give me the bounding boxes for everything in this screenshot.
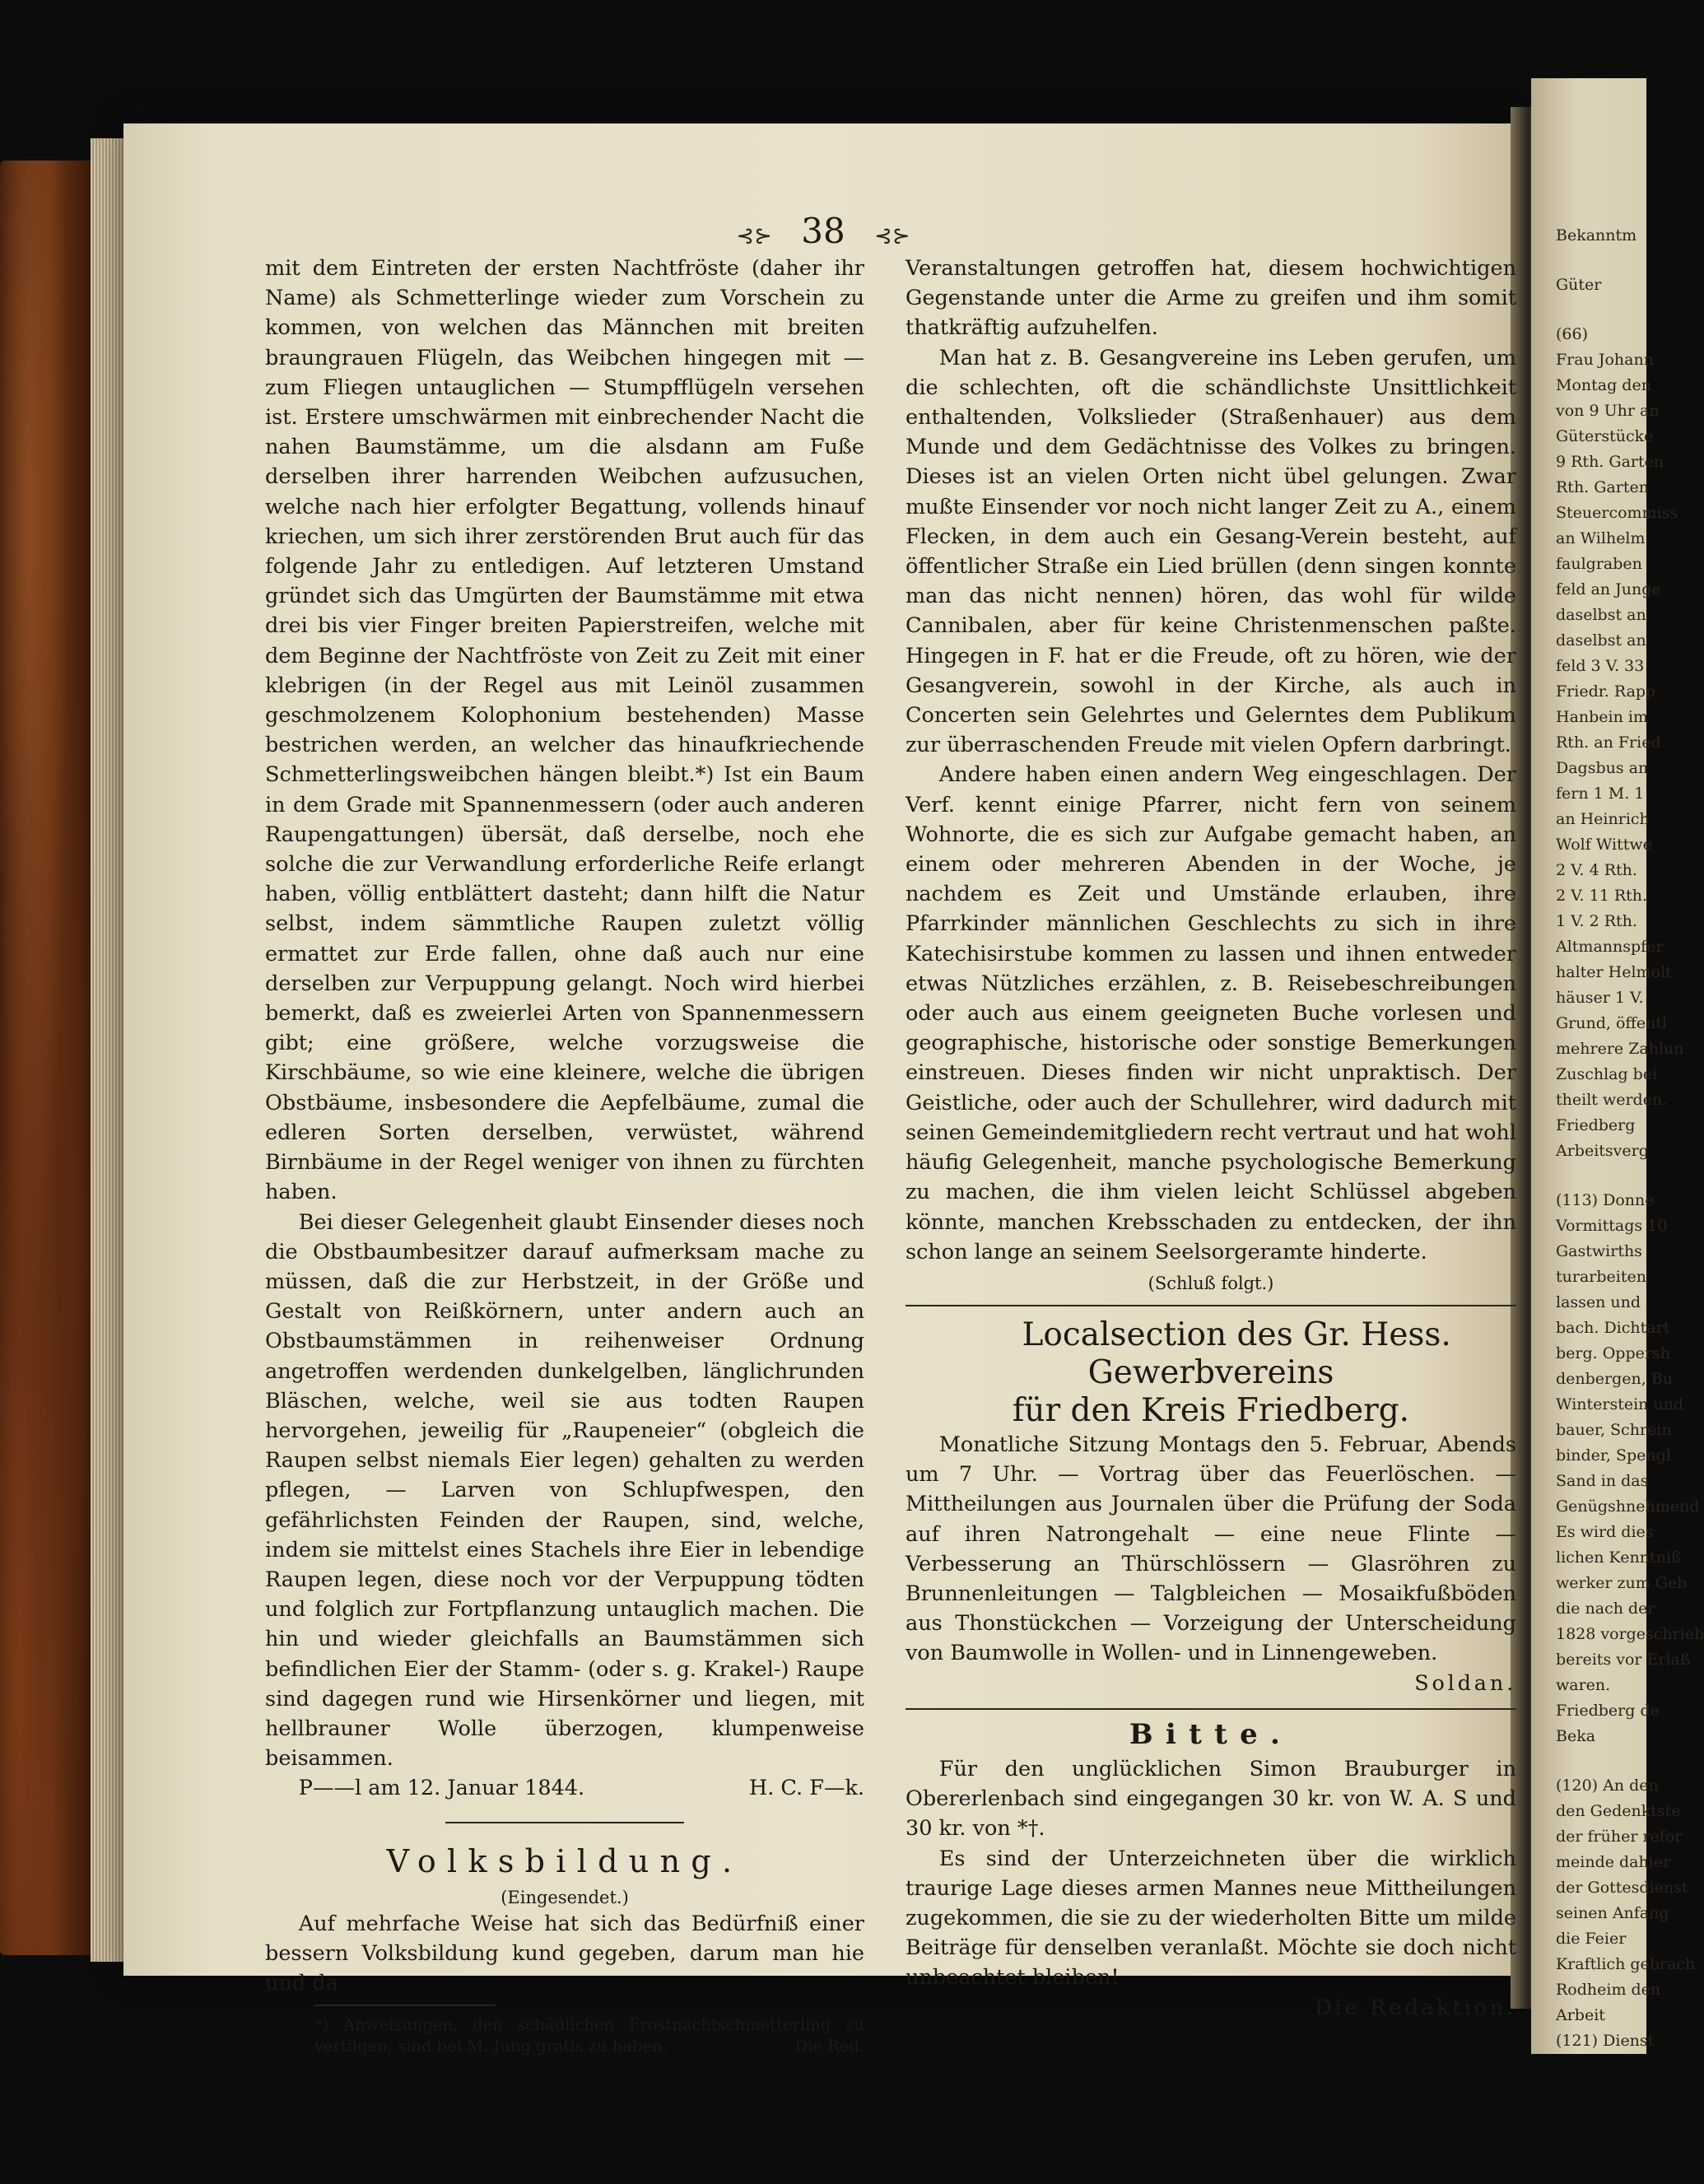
redaktion-signature: Die Redaktion. [1315,1995,1516,2020]
next-page-line: (120) An den [1556,1777,1659,1795]
next-page-line: Friedberg de [1556,1702,1660,1720]
next-page-line: daselbst an [1556,606,1646,624]
next-page-line: von 9 Uhr an [1556,402,1660,420]
next-page-line: Friedberg [1556,1116,1636,1134]
next-page-line: Zuschlag bei [1556,1065,1658,1083]
next-page-line: den Gedenktste [1556,1802,1681,1820]
next-page-line: binder, Spengl [1556,1446,1671,1465]
next-page-line: Rth. an Fried [1556,733,1661,752]
next-page-line: Bekanntm [1556,226,1637,244]
next-page-line: an Wilhelm [1556,529,1646,547]
next-page-line: an Heinrich [1556,810,1650,828]
next-page-line: berg. Oppersh [1556,1344,1670,1362]
next-page-line: bereits vor Erlaß [1556,1651,1691,1669]
next-page-line: (113) Donne [1556,1191,1655,1209]
next-page-line: Beka [1556,1727,1596,1745]
right-paragraph-6: Es sind der Unterzeichneten über die wirklich traurige Lage dieses armen Mannes neue Mittheilungen zugekommen, die sie zu der wiederholten Bitte um milde Beiträge für denselben veranlaßt. Möchte sie doch nicht unbeachtet bleiben! [906,1846,1516,1991]
next-page-line: der früher refor [1556,1828,1683,1846]
next-page-line: bauer, Schrein [1556,1421,1672,1439]
next-page-line: Rodheim den [1556,1981,1661,1999]
next-page-line: lassen und [1556,1293,1641,1311]
page-header [0,211,1646,251]
next-page-line: Altmannspfer [1556,938,1664,956]
next-page-line: (121) Dienst [1556,2032,1655,2050]
next-page-line: Güterstücke [1556,427,1654,445]
left-paragraph-3: Auf mehrfache Weise hat sich das Bedürfniß einer bessern Volksbildung kund gegeben, darum man hie und da [265,1911,864,1996]
footnote-text: *) Anweisungen, den schädlichen Frostnachtschmetterling zu vertilgen, sind bei M. Jung gratis zu haben. [314,2014,864,2056]
next-page-line: (66) [1556,325,1589,343]
right-paragraph-1: Veranstaltungen getroffen hat, diesem hochwichtigen Gegenstande unter die Arme zu greifen und ihm somit thatkräftig aufzuhelfen. [906,256,1516,341]
next-page-line: mehrere Zahlun [1556,1040,1684,1058]
next-page-line: Kraftlich gebrach [1556,1955,1696,1973]
footnote-signature: Die Red. [794,2036,864,2056]
next-page-line: daselbst an [1556,631,1646,650]
next-page-line: theilt werden. [1556,1091,1668,1109]
signature-author: H. C. F—k. [748,1776,864,1801]
next-page-line: 2 V. 11 Rth. [1556,887,1648,905]
signature-place-date: P——l am 12. Januar 1844. [298,1776,585,1801]
next-page-line: Winterstein und [1556,1395,1684,1413]
next-page-line: feld 3 V. 33 [1556,657,1645,675]
left-paragraph-1: mit dem Eintreten der ersten Nachtfröste (daher ihr Name) als Schmetterlinge wieder zum Vorschein zu kommen, von welchen das Männchen mit breiten braungrauen Flügeln, das Weibchen hingegen mit — zum Fliegen untauglichen — Stumpfflügeln versehen ist. Erstere umschwärmen mit einbrechender Nacht die nahen Baumstämme, um die alsdann am Fuße derselben ihrer harrenden Weibchen aufzusuchen, welche nach hier erfolgter Begattung, vollends hinauf kriechen, um sich ihrer zerstörenden Brut auch für das folgende Jahr zu entledigen. Auf letzteren Umstand gründet sich das Umgürten der Baumstämme mit etwa drei bis vier Finger breiten Papierstreifen, welche mit dem Beginne der Nachtfröste von Zeit zu Zeit mit einer klebrigen (in der Regel aus mit Leinöl zusammen geschmolzenem Kolophonium bestehenden) Masse bestrichen werden, an welcher das hinaufkriechende Schmetterlingsweibchen hängen bleibt.*) Ist ein Baum in dem Grade mit Spannenmessern (oder auch anderen Raupengattungen) übersät, daß derselbe, noch ehe solche die zur Verwandlung erforderliche Reife erlangt haben, völlig entblättert dasteht; dann hilft die Natur selbst, indem sämmtliche Raupen zuletzt völlig ermattet zur Erde fallen, ohne daß auch nur eine derselben zur Verpuppung gelangt. Noch wird hierbei bemerkt, daß es zweierlei Arten von Spannenmessern gibt; eine größere, welche vorzugsweise die Kirschbäume, so wie eine kleinere, welche die übrigen Obstbäume, insbesondere die Aepfelbäume, zumal die edleren Sorten derselben, verwüstet, während Birnbäume in der Regel weniger von ihnen zu fürchten haben. [265,256,864,1205]
footnote [265,2014,864,2057]
soldan-signature: Soldan. [1414,1670,1516,1696]
next-page-line: denbergen, Bu [1556,1370,1674,1388]
next-page-line: häuser 1 V. [1556,989,1644,1007]
section-heading-gewerbverein [906,1316,1516,1430]
page-number: 38 [801,211,845,251]
left-column [265,254,864,2057]
next-page-line: werker zum Geb [1556,1574,1688,1592]
right-paragraph-4: Monatliche Sitzung Montags den 5. Februar, Abends um 7 Uhr. — Vortrag über das Feuerlöschen. — Mittheilungen aus Journalen über die Prüfung der Soda auf ihren Natrongehalt — eine neue Flinte — Verbesserung an Thürschlössern — Glasröhren zu Brunnenleitungen — Talgbleichen — Mosaikfußböden aus Thonstückchen — Vorzeigung der Unterscheidung von Baumwolle in Wollen- und in Linnengeweben. [906,1432,1516,1666]
next-page-line: waren. [1556,1676,1611,1694]
right-paragraph-3: Andere haben einen andern Weg eingeschlagen. Der Verf. kennt einige Pfarrer, nicht fern von seinem Wohnorte, die es sich zur Aufgabe gemacht haben, an einem oder mehreren Abenden in der Woche, je nachdem es Zeit und Umstände erlauben, ihre Pfarrkinder männlichen Geschlechts zu sich in ihre Katechisirstube kommen zu lassen und ihnen entweder etwas Nützliches erzählen, z. B. Reisebeschreibungen oder auch aus einem geeigneten Buche vorlesen und geographische, historische oder sonstige Bemerkungen einstreuen. Dieses finden wir nicht unpraktisch. Der Geistliche, oder auch der Schullehrer, wird dadurch mit seinen Gemeindemitgliedern recht vertraut und hat wohl häufig Gelegenheit, manche psychologische Bemerkung zu machen, die ihm vielen leicht Schlüssel abgeben könnte, manchen Krebsschaden zu entdecken, der ihn schon lange an seinem Seelsorgeramte hinderte. [906,762,1516,1264]
next-page-line: Arbeit [1556,2006,1605,2024]
next-page-line: Gastwirths [1556,1242,1642,1260]
next-page-line: Montag den [1556,376,1651,394]
section-title-bitte: Bitte. [1129,1717,1293,1751]
next-page-line: Grund, öffentl [1556,1014,1668,1032]
right-paragraph-2: Man hat z. B. Gesangvereine ins Leben gerufen, um die schlechten, oft die schändlichste Unsittlichkeit enthaltenden, Volkslieder (Straßenhauer) aus dem Munde und dem Gedächtnisse des Volkes zu bringen. Dieses ist an vielen Orten nicht übel gelungen. Zwar mußte Einsender vor noch nicht langer Zeit zu A., einem Flecken, in dem auch ein Gesang-Verein besteht, auf öffentlicher Straße ein Lied brüllen (denn singen konnte man das nicht nennen) hören, das wohl für wilde Cannibalen, aber für keine Christenmenschen paßte. Hingegen in F. hat er die Freude, oft zu hören, wie der Gesangverein, sowohl in der Kirche, als auch in Concerten sein Gelehrtes und Gelerntes dem Publikum zur überraschenden Freude mit vielen Opfern darbringt. [906,345,1516,758]
right-divider-2 [906,1708,1516,1710]
next-page-line: seinen Anfang [1556,1904,1669,1922]
header-ornament-left: ⊰⊱ [736,224,772,249]
right-column [906,254,1516,2023]
left-paragraph-2: Bei dieser Gelegenheit glaubt Einsender dieses noch die Obstbaumbesitzer darauf aufmerksam mache zu müssen, daß die zur Herbstzeit, in der Größe und Gestalt von Reißkörnern, unter andern auch an Obstbaumstämmen in reihenweiser Ordnung angetroffen werdenden dunkelgelben, länglichrunden Bläschen, welche, weil sie aus todten Raupen hervorgehen, jeweilig für „Raupeneier“ (obgleich die Raupen selbst niemals Eier legen) gehalten zu werden pflegen, — Larven von Schlupfwespen, den gefährlichsten Feinden der Raupen, sind, welche, indem sie mittelst eines Stachels ihre Eier in lebendige Raupen legen, diese noch vor der Verpuppung tödten und folglich zur Fortpflanzung untauglich machen. Die hin und wieder gleichfalls an Baumstämmen sich befindlichen Eier der Stamm- (oder s. g. Krakel-) Raupe sind dagegen rund wie Hirsenkörner und liegen, mit hellbrauner Wolle überzogen, klumpenweise beisammen. [265,1209,864,1772]
next-page-line: meinde dahier [1556,1853,1671,1871]
next-page-line: bach. Dichtart [1556,1319,1670,1337]
heading-line-2: für den Kreis Friedberg. [1012,1391,1410,1429]
next-page-fragment [1531,78,1704,2054]
next-page-line: 1 V. 2 Rth. [1556,912,1637,930]
next-page-line: Genügshnehmend [1556,1497,1700,1516]
section-subtitle: (Eingesendet.) [500,1887,629,1907]
next-page-line: turarbeiten [1556,1268,1646,1286]
next-page-line: faulgraben [1556,555,1642,573]
next-page-line: Hanbein im [1556,708,1648,726]
next-page-line: Wolf Wittwe [1556,836,1652,854]
left-signature [265,1773,864,1803]
next-page-line: fern 1 M. 1 [1556,785,1645,803]
next-page-line: Steuercommiss [1556,504,1678,522]
next-page-line: feld an Junge [1556,580,1661,598]
next-page-line: 9 Rth. Garten [1556,453,1664,471]
continued-note: (Schluß folgt.) [1148,1273,1274,1293]
header-ornament-right: ⊰⊱ [874,224,910,249]
next-page-line: halter Helmolt [1556,963,1672,981]
next-page-line: Frau Johann [1556,351,1654,369]
section-divider [445,1822,684,1823]
next-page-line: Vormittags 10 [1556,1217,1668,1235]
book-cover-board [0,161,99,1955]
next-page-line: die nach der [1556,1600,1655,1618]
next-page-line: Güter [1556,276,1602,294]
footnote-divider [314,2005,496,2006]
next-page-line: lichen Kenntniß [1556,1548,1682,1567]
next-page-line: Friedr. Rapp [1556,682,1656,701]
next-page-line: Dagsbus an [1556,759,1649,777]
next-page-line: Es wird dies [1556,1523,1654,1541]
next-page-line: Sand in das [1556,1472,1649,1490]
next-page-line: die Feier [1556,1930,1627,1948]
next-page-line: Arbeitsverg [1556,1142,1649,1160]
next-page-line: 1828 vorgeschrieb [1556,1625,1704,1643]
next-page-line: 2 V. 4 Rth. [1556,861,1637,879]
right-paragraph-5: Für den unglücklichen Simon Brauburger in Obererlenbach sind eingegangen 30 kr. von W. A. S und 30 kr. von *†. [906,1756,1516,1842]
next-page-line: der Gottesdienst [1556,1879,1688,1897]
heading-line-1: Localsection des Gr. Hess. Gewerbvereins [1022,1316,1451,1391]
section-title-volksbildung: Volksbildung. [386,1842,743,1879]
right-divider-1 [906,1305,1516,1306]
next-page-line: Rth. Garten [1556,478,1649,496]
